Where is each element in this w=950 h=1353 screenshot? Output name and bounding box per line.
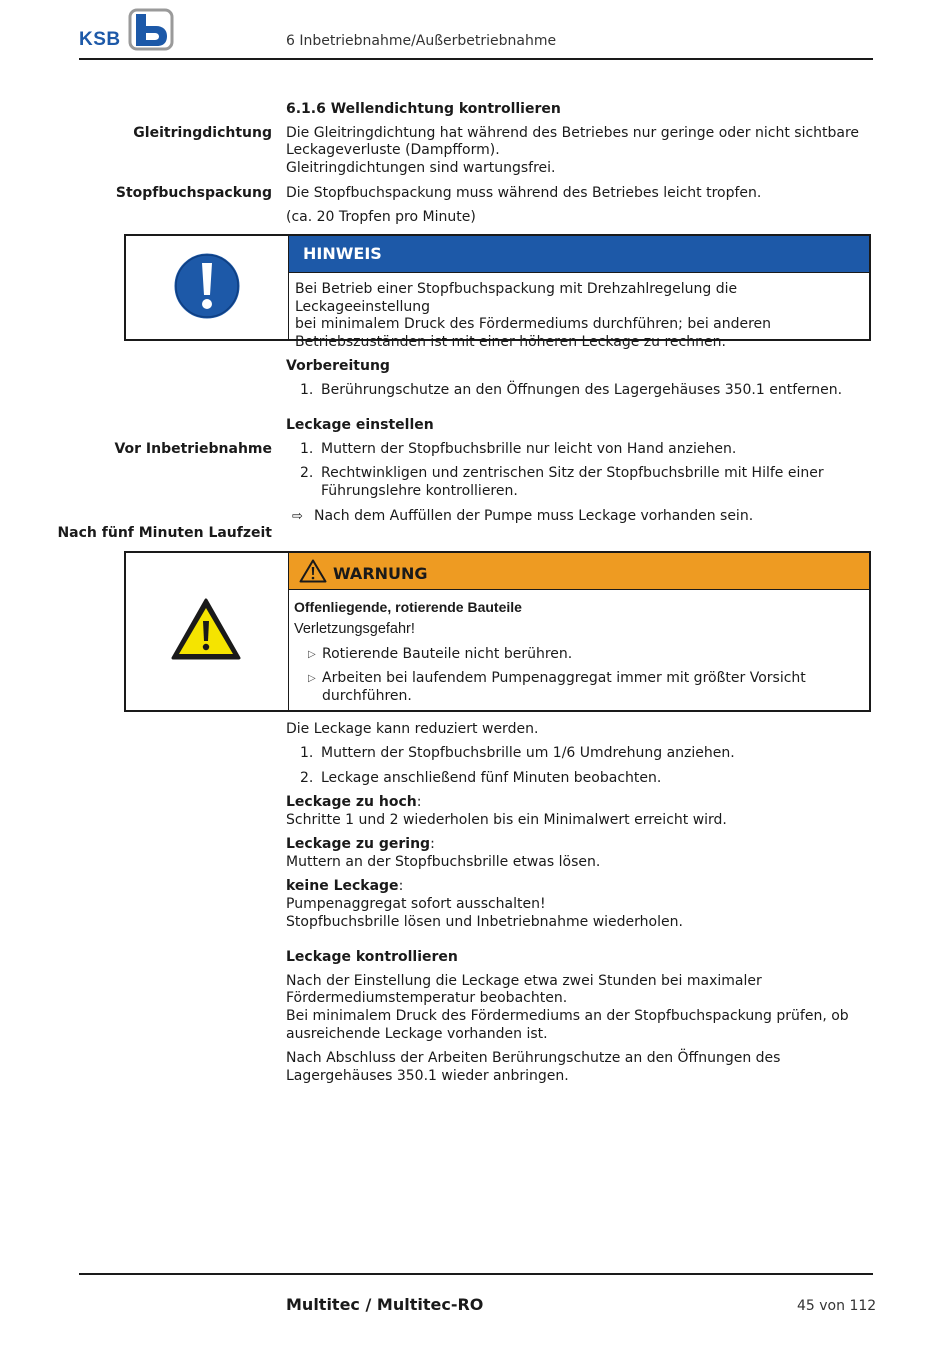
header-rule: [79, 58, 873, 60]
ksb-logo-icon: [127, 8, 175, 52]
gering-text: Muttern an der Stopfbuchsbrille etwas lösen.: [286, 854, 601, 870]
keine-text-line1: Pumpenaggregat sofort ausschalten!: [286, 896, 546, 912]
kontrolle-p2-line2: Lagergehäuses 350.1 wieder anbringen.: [286, 1068, 569, 1084]
hinweis-header: [289, 236, 869, 273]
gleitring-text-line1: Die Gleitringdichtung hat während des Betriebes nur geringe oder nicht sichtbare: [286, 125, 860, 141]
hinweis-icon-column: [126, 236, 289, 339]
colon: :: [398, 878, 404, 894]
hinweis-line3: Betriebszuständen ist mit einer höheren Leckage zu rechnen.: [295, 333, 726, 350]
stopf-text-line2: (ca. 20 Tropfen pro Minute): [286, 209, 476, 225]
list-number: 2.: [300, 770, 314, 786]
warnung-icon-column: [126, 553, 289, 710]
gleitring-text-line2: Leckageverluste (Dampfform).: [286, 142, 500, 158]
list-text: Arbeiten bei laufendem Pumpenaggregat immer mit größter Vorsicht: [322, 670, 806, 686]
list-text: Muttern der Stopfbuchsbrille nur leicht von Hand anziehen.: [321, 441, 737, 457]
hinweis-box: [124, 234, 871, 350]
mandatory-exclamation-icon: [172, 251, 242, 321]
keine-label-row: [286, 878, 866, 896]
hinweis-line2: bei minimalem Druck des Fördermediums durchführen; bei anderen: [295, 316, 772, 332]
warnung-danger: Verletzungsgefahr!: [294, 621, 415, 637]
warnung-subtitle: Offenliegende, rotierende Bauteile: [294, 599, 522, 615]
warnung-title: WARNUNG: [333, 564, 428, 583]
colon: :: [430, 836, 435, 852]
list-item: [286, 770, 856, 788]
gering-label-row: [286, 836, 866, 854]
kontrolle-heading: Leckage kontrollieren: [286, 949, 458, 965]
list-text: durchführen.: [322, 688, 412, 704]
list-item: [286, 441, 856, 459]
hinweis-line1: Bei Betrieb einer Stopfbuchspackung mit Drehzahlregelung die Leckageeinstellung: [295, 281, 738, 315]
list-item: [286, 745, 856, 763]
gleitring-text-line3: Gleitringdichtungen sind wartungsfrei.: [286, 160, 556, 176]
section-heading: 6.1.6 Wellendichtung kontrollieren: [286, 101, 561, 117]
list-number: 1.: [300, 745, 314, 761]
kontrolle-p1-line4: ausreichende Leckage vorhanden ist.: [286, 1026, 548, 1042]
side-label-gleitringdichtung: Gleitringdichtung: [133, 125, 272, 141]
list-item: [308, 670, 868, 706]
result-text: Nach dem Auffüllen der Pumpe muss Leckage vorhanden sein.: [314, 508, 754, 524]
side-label-nach-fuenf-minuten: Nach fünf Minuten Laufzeit: [57, 525, 272, 541]
kontrolle-p1-line2: Fördermediumstemperatur beobachten.: [286, 990, 568, 1006]
footer-rule: [79, 1273, 873, 1275]
warning-small-icon: [299, 559, 327, 583]
bullet-icon: ▷: [308, 649, 316, 660]
list-text: Rotierende Bauteile nicht berühren.: [322, 646, 573, 662]
gering-label: Leckage zu gering: [286, 836, 431, 852]
list-text: Muttern der Stopfbuchsbrille um 1/6 Umdrehung anziehen.: [321, 745, 735, 761]
list-item: [286, 465, 856, 501]
side-label-vor-inbetriebnahme: Vor Inbetriebnahme: [114, 441, 272, 457]
list-number: 1.: [300, 441, 314, 457]
ksb-logo-text: KSB: [79, 29, 121, 50]
warning-triangle-icon: [170, 597, 242, 661]
side-label-stopfbuchspackung: Stopfbuchspackung: [115, 185, 272, 201]
einstellen-heading: Leckage einstellen: [286, 417, 434, 433]
chapter-title: 6 Inbetriebnahme/Außerbetriebnahme: [286, 33, 557, 49]
list-item: [286, 382, 856, 400]
stopf-text-line1: Die Stopfbuchspackung muss während des Betriebes leicht tropfen.: [286, 185, 762, 201]
list-text: Leckage anschließend fünf Minuten beobachten.: [321, 770, 662, 786]
vorbereitung-heading: Vorbereitung: [286, 358, 390, 374]
warnung-box: [124, 551, 871, 712]
list-number: 1.: [300, 382, 314, 398]
hoch-label-row: [286, 794, 866, 812]
result-arrow-icon: ⇨: [292, 509, 303, 524]
kontrolle-p2-line1: Nach Abschluss der Arbeiten Berührungschutze an den Öffnungen des: [286, 1050, 781, 1066]
reduce-intro: Die Leckage kann reduziert werden.: [286, 721, 539, 737]
kontrolle-p1-line1: Nach der Einstellung die Leckage etwa zwei Stunden bei maximaler: [286, 973, 762, 989]
kontrolle-p1-line3: Bei minimalem Druck des Fördermediums an der Stopfbuchspackung prüfen, ob: [286, 1008, 849, 1024]
list-number: 2.: [300, 465, 314, 481]
bullet-icon: ▷: [308, 673, 316, 684]
colon: :: [416, 794, 422, 810]
list-text: Rechtwinkligen und zentrischen Sitz der Stopfbuchsbrille mit Hilfe einer: [321, 465, 824, 481]
hinweis-title: HINWEIS: [303, 244, 382, 263]
product-title: Multitec / Multitec-RO: [286, 1295, 484, 1314]
keine-label: keine Leckage: [286, 878, 399, 894]
keine-text-line2: Stopfbuchsbrille lösen und Inbetriebnahme wiederholen.: [286, 914, 683, 930]
hinweis-body: [295, 281, 870, 351]
warnung-header: [289, 553, 869, 590]
list-text: Führungslehre kontrollieren.: [321, 483, 518, 499]
list-text: Berührungschutze an den Öffnungen des Lagergehäuses 350.1 entfernen.: [321, 382, 843, 398]
hoch-label: Leckage zu hoch: [286, 794, 417, 810]
hoch-text: Schritte 1 und 2 wiederholen bis ein Minimalwert erreicht wird.: [286, 812, 727, 828]
list-item: [308, 646, 868, 664]
page-number: 45 von 112: [797, 1298, 877, 1314]
